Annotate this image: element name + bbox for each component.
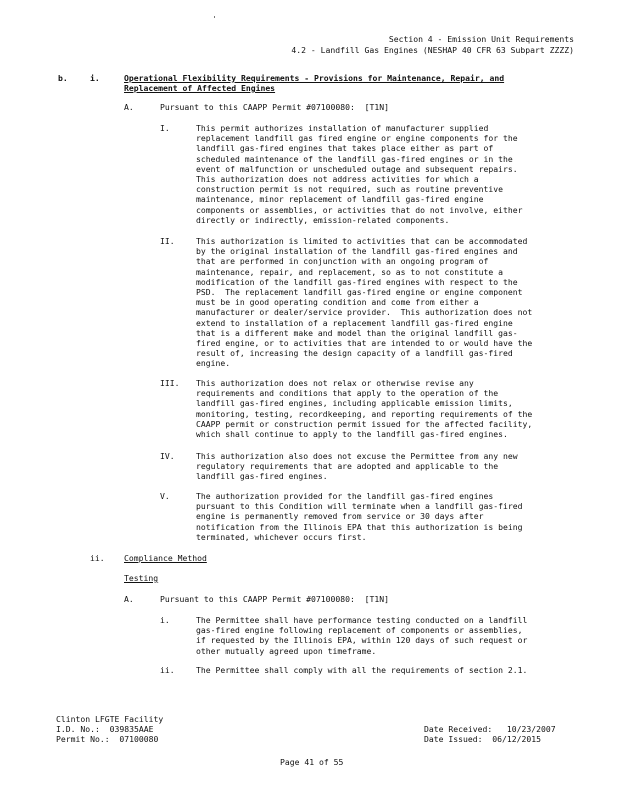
footer-id-number: I.D. No.: 039835AAE xyxy=(56,724,154,734)
compliance-title: Compliance Method xyxy=(124,553,207,563)
scan-speck xyxy=(214,16,215,18)
condition-text: This permit authorizes installation of manufacturer supplied replacement landfill gas fired engine or engine components for the landfill gas-fired engines that takes place either as part of scheduled maintenance of the landfill gas-fired engines or in the event of malfunction or unscheduled outage and subsequent repairs. This authorization does not address activities for which a construction permit is not required, such as routine preventive maintenance, minor replacement of landfill gas-fired engine components or assemblies, or activities that do not involve, either directly or indirectly, emission-related components. xyxy=(196,123,523,225)
testing-a-text: Pursuant to this CAAPP Permit #07100080: [T1N] xyxy=(160,594,390,604)
condition-number: I. xyxy=(160,123,170,133)
condition-number: V. xyxy=(160,491,170,501)
footer-facility-name: Clinton LFGTE Facility xyxy=(56,714,164,724)
condition-number: II. xyxy=(160,236,175,246)
section-title-line1: Operational Flexibility Requirements - Provisions for Maintenance, Repair, and xyxy=(124,73,505,83)
header-subsection-title: 4.2 - Landfill Gas Engines (NESHAP 40 CFR 63 Subpart ZZZZ) xyxy=(291,45,574,55)
condition-text: The authorization provided for the landfill gas-fired engines pursuant to this Condition will terminate when a landfill gas-fired engine is permanently removed from service or 30 days after notification from the Illinois EPA that this authorization is being terminated, whichever occurs first. xyxy=(196,491,523,542)
header-section-title: Section 4 - Emission Unit Requirements xyxy=(388,34,574,44)
section-title-line2: Replacement of Affected Engines xyxy=(124,83,276,93)
section-letter: b. xyxy=(58,73,68,83)
testing-heading: Testing xyxy=(124,573,159,583)
footer-date-issued: Date Issued: 06/12/2015 xyxy=(424,734,541,744)
page-number: Page 41 of 55 xyxy=(280,757,344,767)
footer-permit-number: Permit No.: 07100080 xyxy=(56,734,159,744)
footer-date-received: Date Received: 10/23/2007 xyxy=(424,724,556,734)
testing-item-number: i. xyxy=(160,615,170,625)
section-number: i. xyxy=(90,73,100,83)
condition-number: IV. xyxy=(160,451,175,461)
condition-number: III. xyxy=(160,378,180,388)
provision-a-label: A. xyxy=(124,102,134,112)
testing-item-text: The Permittee shall have performance testing conducted on a landfill gas-fired engine following replacement of components or assemblies, if requested by the Illinois EPA, within 120 days of such request or other mutually agreed upon timeframe. xyxy=(196,615,528,656)
provision-a-text: Pursuant to this CAAPP Permit #07100080: [T1N] xyxy=(160,102,390,112)
compliance-number: ii. xyxy=(90,553,105,563)
condition-text: This authorization is limited to activities that can be accommodated by the original installation of the landfill gas-fired engines and that are performed in conjunction with an ongoing program of maintenance, repair, and replacement, so as to not constitute a modification of the landfill gas-fired engines with respect to the PSD. The replacement landfill gas-fired engine or engine component must be in good operating condition and come from either a manufacturer or dealer/service provider. This authorization does not extend to installation of a replacement landfill gas-fired engine that is a different make and model than the original landfill gas- fired engine, or to activities that are intended to or would have the result of, increasing the design capacity of a landfill gas-fired engine. xyxy=(196,236,533,369)
condition-text: This authorization does not relax or otherwise revise any requirements and conditions that apply to the operation of the landfill gas-fired engines, including applicable emission limits, monitoring, testing, recordkeeping, and reporting requirements of the CAAPP permit or construction permit issued for the affected facility, which shall continue to apply to the landfill gas-fired engines. xyxy=(196,378,533,440)
testing-item-number: ii. xyxy=(160,665,175,675)
testing-a-label: A. xyxy=(124,594,134,604)
condition-text: This authorization also does not excuse the Permittee from any new regulatory requirements that are adopted and applicable to the landfill gas-fired engines. xyxy=(196,451,518,482)
testing-item-text: The Permittee shall comply with all the requirements of section 2.1. xyxy=(196,665,528,675)
